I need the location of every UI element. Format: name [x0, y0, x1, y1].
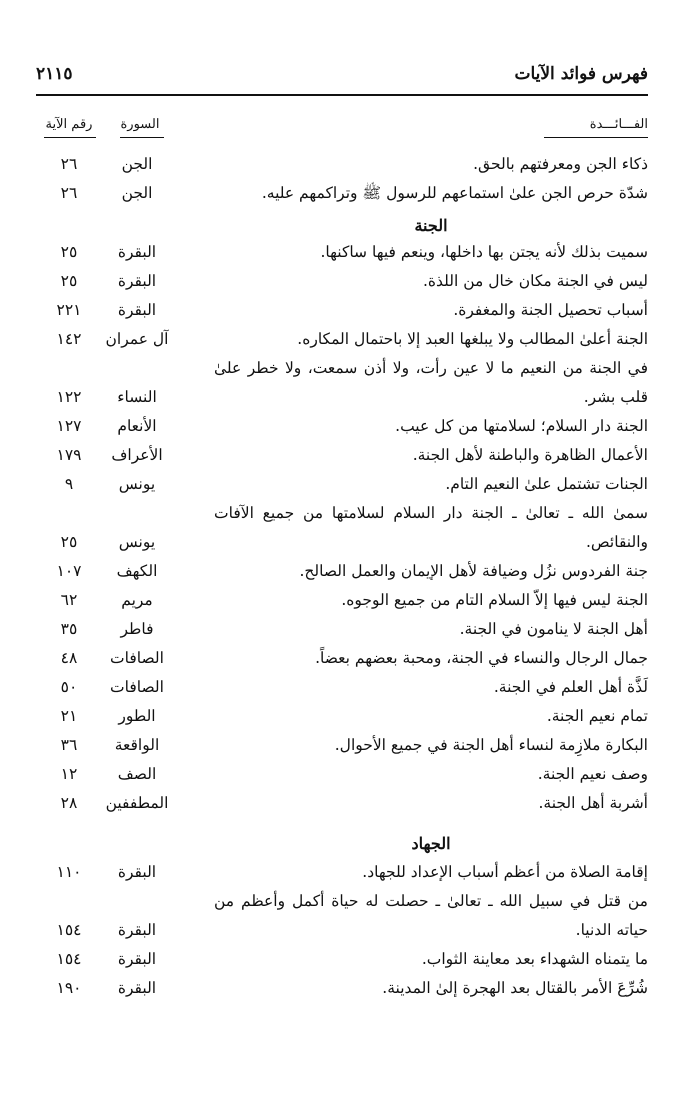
- column-header-surah: السورة: [112, 117, 168, 132]
- entry-surah: المطففين: [105, 794, 169, 812]
- entry-benefit-text: أهل الجنة لا ينامون في الجنة.: [459, 620, 648, 638]
- header-rule: [36, 94, 648, 96]
- index-entry: [36, 441, 648, 470]
- entry-ayah-number: ١٢٧: [56, 417, 82, 435]
- entries-group-top: [36, 150, 648, 208]
- entry-ayah-number: ٢٨: [60, 794, 78, 812]
- index-content: [36, 150, 648, 1003]
- entry-surah: الأعراف: [111, 446, 163, 464]
- entry-ayah-number: ٩: [64, 475, 74, 493]
- index-entry: [36, 586, 648, 615]
- entry-benefit-text: شُرِّعَ الأمر بالقتال بعد الهجرة إلىٰ المدينة.: [382, 979, 648, 997]
- entry-surah: الصافات: [110, 678, 164, 696]
- entry-ayah-number: ٢٦: [60, 184, 78, 202]
- entry-surah: الجن: [121, 155, 153, 173]
- index-entry: [36, 470, 648, 499]
- entries-group-jihad: [36, 858, 648, 1003]
- entry-surah: البقرة: [117, 272, 157, 290]
- index-entry: [36, 296, 648, 325]
- entries-group-paradise: [36, 238, 648, 818]
- entry-benefit-text: سميت بذلك لأنه يجتن بها داخلها، وينعم فيها ساكنها.: [320, 243, 648, 261]
- index-entry: [36, 412, 648, 441]
- entry-ayah-number: ١٢: [60, 765, 78, 783]
- entry-surah: آل عمران: [105, 330, 169, 348]
- entry-surah: الأنعام: [117, 417, 157, 435]
- entry-ayah-number: ٢١: [60, 707, 78, 725]
- entry-surah: الواقعة: [114, 736, 160, 754]
- entry-ayah-number: ٢٥: [60, 533, 78, 551]
- index-entry: [36, 702, 648, 731]
- index-entry: [36, 267, 648, 296]
- column-header-ayah: رقم الآية: [36, 117, 102, 132]
- entry-benefit-text: الجنة دار السلام؛ لسلامتها من كل عيب.: [395, 417, 648, 435]
- column-header-benefit: الفـــائـــدة: [538, 117, 648, 132]
- entry-benefit-text: تمام نعيم الجنة.: [546, 707, 648, 725]
- entry-ayah-number: ٢٥: [60, 272, 78, 290]
- index-entry: [36, 499, 648, 557]
- entry-surah: الكهف: [116, 562, 158, 580]
- entry-surah: الصافات: [110, 649, 164, 667]
- entry-surah: البقرة: [117, 921, 157, 939]
- entry-benefit-text: سمىٰ الله ـ تعالىٰ ـ الجنة دار السلام لسلامتها من جميع الآفات والنقائص.: [214, 504, 648, 551]
- column-headers: [36, 117, 648, 139]
- entry-ayah-number: ١٧٩: [56, 446, 82, 464]
- page-number: ٢١١٥: [36, 64, 73, 84]
- index-entry: [36, 179, 648, 208]
- entry-ayah-number: ١٥٤: [56, 921, 82, 939]
- index-entry: [36, 858, 648, 887]
- entry-benefit-text: لَذَّة أهل العلم في الجنة.: [493, 678, 648, 696]
- entry-surah: يونس: [118, 533, 156, 551]
- entry-benefit-text: شدّة حرص الجن علىٰ استماعهم للرسول ﷺ وتراكمهم عليه.: [261, 184, 648, 202]
- entry-benefit-text: أسباب تحصيل الجنة والمغفرة.: [453, 301, 648, 319]
- index-entry: [36, 644, 648, 673]
- entry-benefit-text: وصف نعيم الجنة.: [537, 765, 648, 783]
- entry-ayah-number: ٥٠: [60, 678, 78, 696]
- entry-surah: فاطر: [120, 620, 154, 638]
- index-entry: [36, 325, 648, 354]
- index-entry: [36, 789, 648, 818]
- entry-benefit-text: ما يتمناه الشهداء بعد معاينة الثواب.: [421, 950, 648, 968]
- index-entry: [36, 945, 648, 974]
- index-entry: [36, 615, 648, 644]
- index-entry: [36, 974, 648, 1003]
- entry-surah: الطور: [118, 707, 156, 725]
- entry-benefit-text: الجنة ليس فيها إلاّ السلام التام من جميع الوجوه.: [341, 591, 648, 609]
- entry-ayah-number: ١٤٢: [56, 330, 82, 348]
- entry-benefit-text: الجنة أعلىٰ المطالب ولا يبلغها العبد إلا باحتمال المكاره.: [297, 330, 648, 348]
- entry-benefit-text: الجنات تشتمل علىٰ النعيم التام.: [445, 475, 648, 493]
- index-entry: [36, 887, 648, 945]
- index-entry: [36, 354, 648, 412]
- entry-surah: البقرة: [117, 301, 157, 319]
- entry-benefit-text: جمال الرجال والنساء في الجنة، ومحبة بعضهم بعضاً.: [315, 649, 648, 667]
- entry-benefit-text: ذكاء الجن ومعرفتهم بالحق.: [473, 155, 648, 173]
- index-entry: [36, 150, 648, 179]
- section-heading-paradise: الجنة: [414, 216, 448, 235]
- index-entry: [36, 557, 648, 586]
- entry-ayah-number: ٦٢: [60, 591, 78, 609]
- index-entry: [36, 238, 648, 267]
- entry-surah: النساء: [117, 388, 157, 406]
- entry-benefit-text: في الجنة من النعيم ما لا عين رأت، ولا أذن سمعت، ولا خطر علىٰ قلب بشر.: [214, 359, 648, 406]
- entry-surah: البقرة: [117, 979, 157, 997]
- entry-surah: البقرة: [117, 863, 157, 881]
- entry-ayah-number: ٢٢١: [56, 301, 82, 319]
- entry-ayah-number: ٢٦: [60, 155, 78, 173]
- page-header: [36, 64, 648, 90]
- entry-ayah-number: ٤٨: [60, 649, 78, 667]
- entry-surah: البقرة: [117, 950, 157, 968]
- entry-benefit-text: أشربة أهل الجنة.: [538, 794, 648, 812]
- entry-benefit-text: ليس في الجنة مكان خال من اللذة.: [422, 272, 648, 290]
- entry-benefit-text: من قتل في سبيل الله ـ تعالىٰ ـ حصلت له حياة أكمل وأعظم من حياته الدنيا.: [214, 892, 648, 939]
- entry-ayah-number: ٣٦: [60, 736, 78, 754]
- entry-surah: البقرة: [117, 243, 157, 261]
- entry-benefit-text: الأعمال الظاهرة والباطنة لأهل الجنة.: [412, 446, 648, 464]
- entry-ayah-number: ١٢٢: [56, 388, 82, 406]
- entry-surah: الصف: [117, 765, 157, 783]
- section-heading-jihad: الجهاد: [411, 834, 451, 853]
- index-entry: [36, 731, 648, 760]
- entry-ayah-number: ١٩٠: [56, 979, 82, 997]
- entry-ayah-number: ١٥٤: [56, 950, 82, 968]
- entry-ayah-number: ١٠٧: [56, 562, 82, 580]
- index-entry: [36, 760, 648, 789]
- entry-benefit-text: جنة الفردوس نزُل وضيافة لأهل الإيمان والعمل الصالح.: [299, 562, 648, 580]
- entry-ayah-number: ١١٠: [56, 863, 82, 881]
- index-entry: [36, 673, 648, 702]
- entry-ayah-number: ٣٥: [60, 620, 78, 638]
- entry-benefit-text: إقامة الصلاة من أعظم أسباب الإعداد للجهاد.: [362, 863, 648, 881]
- entry-surah: الجن: [121, 184, 153, 202]
- entry-benefit-text: البكارة ملازِمة لنساء أهل الجنة في جميع الأحوال.: [334, 736, 648, 754]
- running-title: فهرس فوائد الآيات: [514, 64, 648, 84]
- entry-surah: مريم: [121, 591, 153, 609]
- entry-ayah-number: ٢٥: [60, 243, 78, 261]
- entry-surah: يونس: [118, 475, 156, 493]
